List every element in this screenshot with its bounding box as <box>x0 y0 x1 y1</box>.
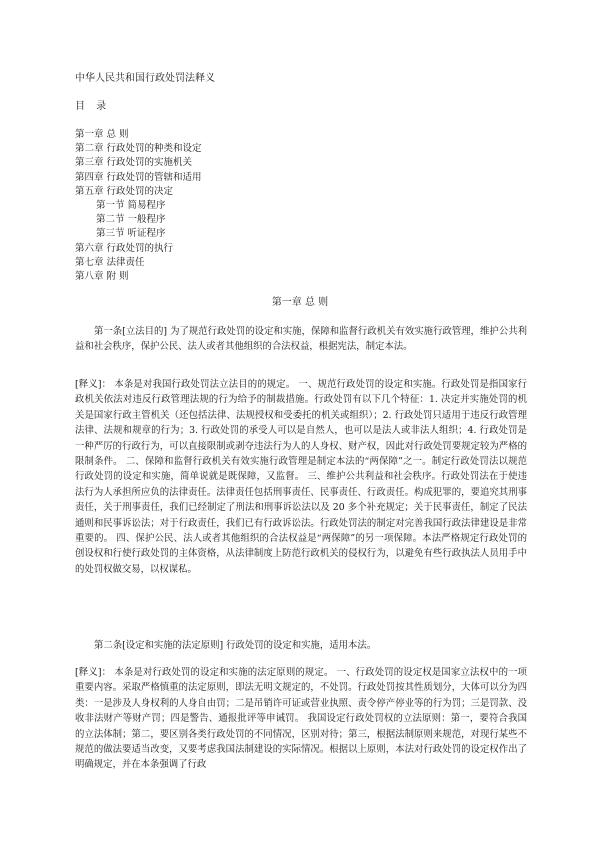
article-2-text: 第二条[设定和实施的法定原则] 行政处罚的设定和实施，适用本法。 <box>94 640 377 651</box>
article-1-explanation: [释义]： 本条是对我国行政处罚法立法目的的规定。 一、规范行政处罚的设定和实施。行政处罚是指国家行政机关依法对违反行政管理法规的行为给予的制裁措施。行政处罚有以下几个特征：1. 决定并实施处罚的机关是国家行政主管机关（还包括法律、法规授权和受委托的机关或组织）；2. 行政处罚只适用于违反行政管理法律、法规和规章的行为；3. 行政处罚的承受人可以是自然人，也可以是法人或非法人组织；4. 行政处罚是一种严厉的行政行为，可以直接限制或剥夺违法行为人的人身权、财产权，因此对行政处罚要规定较为严格的限制条件。 二、保障和监督行政机关有效实施行政管理是制定本法的“两保障”之一。制定行政处罚法以规范行政处罚的设定和实施，简单说就是既保障，又监督。 三、维护公共利益和社会秩序。行政处罚法在于使违法行为人承担所应负的法律责任。法律责任包括刑事责任、民事责任、行政责任。构成犯罪的，要追究其刑事责任，关于刑事责任，我们已经制定了刑法和刑事诉讼法以及 20 多个补充规定；关于民事责任，制定了民法通则和民事诉讼法；对于行政责任，我们已有行政诉讼法。行政处罚法的制定对完善我国行政法律建设是非常重要的。 四、保护公民、法人或者其他组织的合法权益是“两保障”的另一项保障。本法严格规定行政处罚的创设权和行使行政处罚的主体资格，从法律制度上防范行政机关的侵权行为，以避免有些行政执法人员用手中的处罚权做交易，以权谋私。 <box>75 379 527 575</box>
toc-item: 第七章 法律责任 <box>75 256 145 268</box>
toc-item: 第八章 附 则 <box>75 271 129 283</box>
toc-item: 第五章 行政处罚的决定 <box>75 185 174 197</box>
toc-item: 第六章 行政处罚的执行 <box>75 242 174 254</box>
toc-subitem: 第一节 简易程序 <box>96 200 166 212</box>
toc-item: 第二章 行政处罚的种类和设定 <box>75 143 202 155</box>
toc-heading: 目 录 <box>75 101 111 112</box>
toc-item: 第三章 行政处罚的实施机关 <box>75 157 193 169</box>
toc-item: 第一章 总 则 <box>75 129 129 140</box>
article-1-text: 第一条[立法目的] 为了规范行政处罚的设定和实施，保障和监督行政机关有效实施行政管理，维护公共利益和社会秩序，保护公民、法人或者其他组织的合法权益，根据宪法，制定本法。 <box>75 326 527 353</box>
document-title: 中华人民共和国行政处罚法释义 <box>75 73 215 84</box>
toc-item: 第四章 行政处罚的管辖和适用 <box>75 171 202 183</box>
table-of-contents <box>75 128 202 284</box>
article-2-explanation: [释义]： 本条是对行政处罚的设定和实施的法定原则的规定。 一、行政处罚的设定权是国家立法权中的一项重要内容。采取严格慎重的法定原则，即法无明文规定的，不处罚。行政处罚按其性质划分，大体可以分为四类：一是涉及人身权利的人身自由罚；二是吊销许可证或营业执照、责令停产停业等的行为罚；三是罚款、没收非法财产等财产罚；四是警告、通报批评等申诫罚。 我国设定行政处罚权的立法原则：第一，要符合我国的立法体制；第二，要区别各类行政处罚的不同情况，区别对待；第三，根据法制原则来规范，对现行某些不规范的做法要适当改变，又要考虑我国法制建设的实际情况。根据以上原则，本法对行政处罚的设定权作出了明确规定，并在本条强调了行政 <box>75 667 527 771</box>
toc-subitem: 第三节 听证程序 <box>96 228 166 240</box>
toc-subitem: 第二节 一般程序 <box>96 214 166 226</box>
chapter-title: 第一章 总 则 <box>271 297 329 308</box>
